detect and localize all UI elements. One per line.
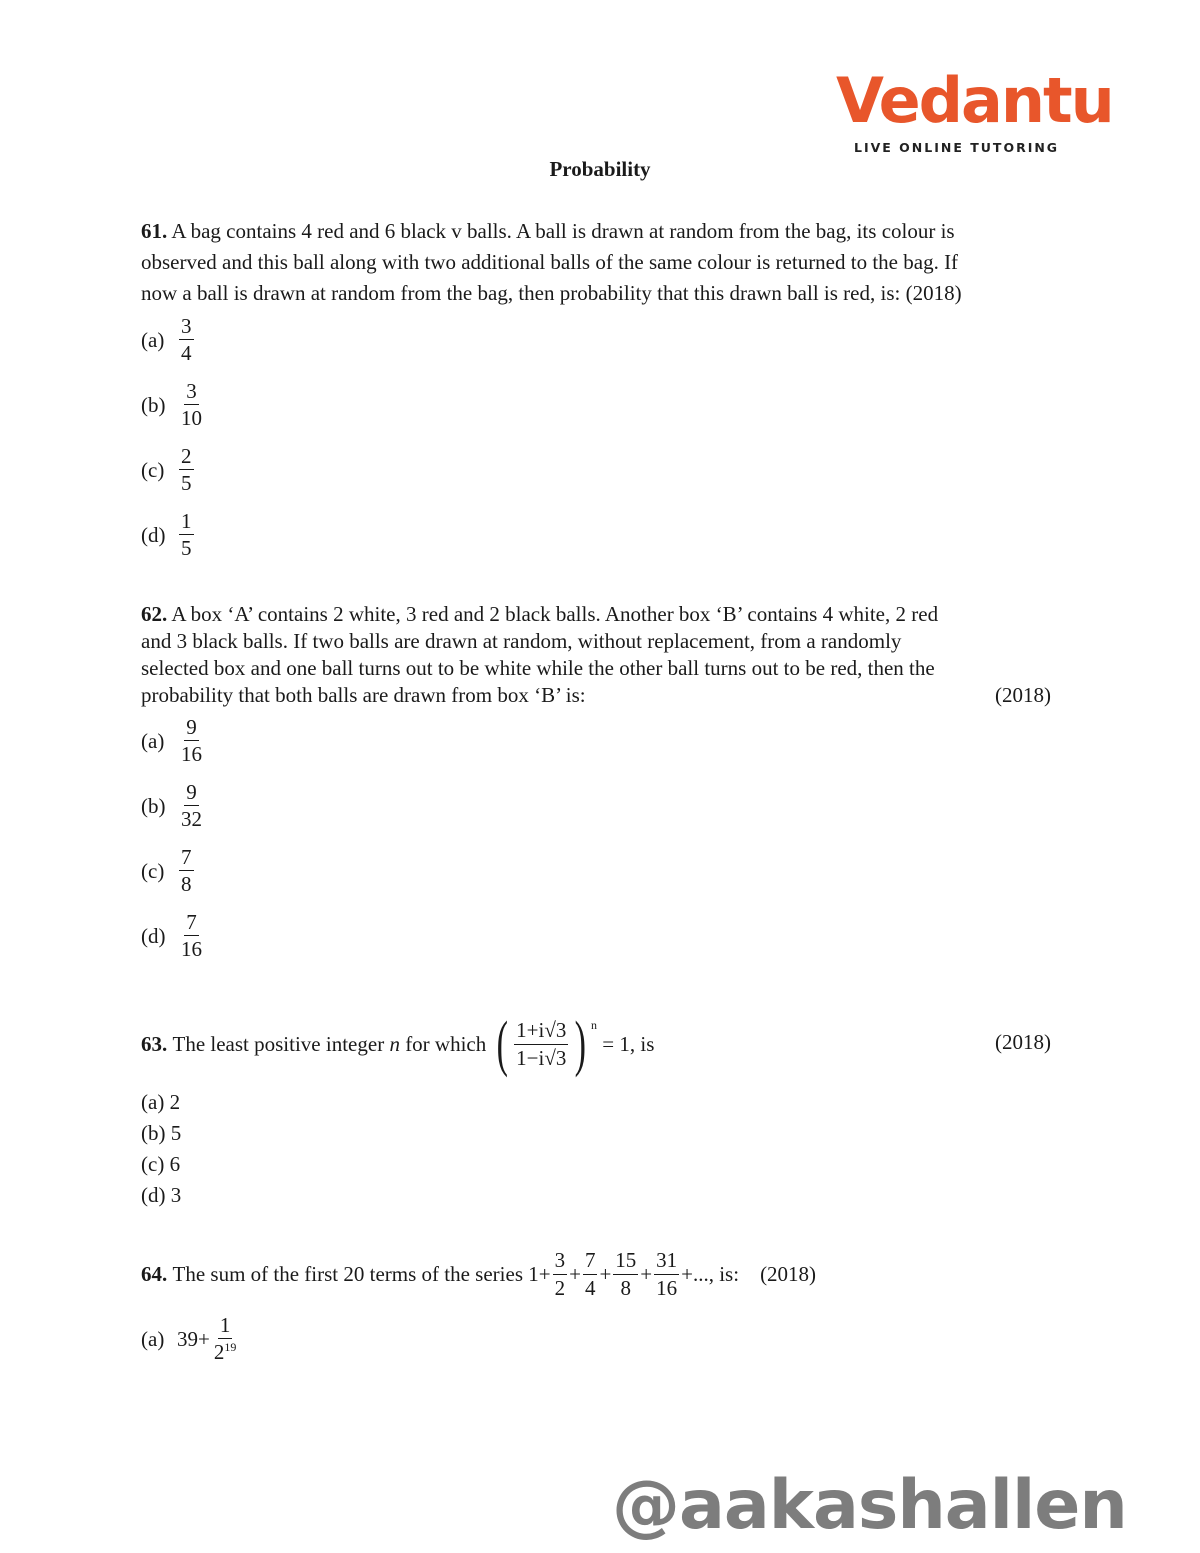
fraction: $\frac{9}{32}$ xyxy=(181,780,202,832)
question-62-line-4: probability that both balls are drawn from box ‘B’ is: (2018) xyxy=(141,683,1051,707)
option-62-c[interactable]: (c) $\frac{7}{8}$ xyxy=(141,845,192,897)
series-expression: 1+ $\frac{3}{2}$ + $\frac{7}{4}$ + $\frac{15}{8}$ + $\frac{31}{16}$ +..., xyxy=(528,1248,714,1300)
option-63-a[interactable]: (a) 2 xyxy=(141,1090,181,1114)
right-paren: ) xyxy=(575,1010,587,1078)
fraction: $\frac{7}{16}$ xyxy=(181,910,202,962)
fraction: $\frac{9}{16}$ xyxy=(181,715,202,767)
option-61-d[interactable]: (d) $\frac{1}{5}$ xyxy=(141,509,192,561)
fraction: $\frac{1}{2^{19}}$ xyxy=(213,1313,237,1365)
fraction: $\frac{1+i√3}{1-i√3}$ xyxy=(516,1018,567,1070)
question-year: (2018) xyxy=(760,1261,817,1286)
question-61 xyxy=(141,216,1061,309)
option-64-a[interactable]: (a) 39+ $\frac{1}{2^{19}}$ xyxy=(141,1313,237,1365)
option-61-b[interactable]: (b) $\frac{3}{10}$ xyxy=(141,379,202,431)
question-62 xyxy=(141,601,1051,709)
option-61-c[interactable]: (c) $\frac{2}{5}$ xyxy=(141,444,192,496)
question-number: 64. xyxy=(141,1261,168,1286)
question-number: 63. xyxy=(141,1031,168,1056)
variable-n: n xyxy=(389,1031,400,1056)
fraction: $\frac{3}{2}$ xyxy=(554,1248,566,1300)
question-63: 63. The least positive integer n for which ( $\frac{1+i√3}{1-i√3}$ ) $^n$ = 1, is (2018) xyxy=(141,1010,1051,1078)
watermark: @aakashallen xyxy=(612,1466,1127,1545)
option-62-d[interactable]: (d) $\frac{7}{16}$ xyxy=(141,910,202,962)
fraction: $\frac{31}{16}$ xyxy=(656,1248,678,1300)
question-year: (2018) xyxy=(995,683,1051,707)
fraction: $\frac{15}{8}$ xyxy=(615,1248,637,1300)
fraction: $\frac{3}{4}$ xyxy=(181,314,192,366)
option-63-d[interactable]: (d) 3 xyxy=(141,1183,182,1207)
option-62-a[interactable]: (a) $\frac{9}{16}$ xyxy=(141,715,202,767)
question-number: 61. xyxy=(141,219,168,243)
fraction: $\frac{7}{4}$ xyxy=(584,1248,596,1300)
question-61-line-3: now a ball is drawn at random from the bag, then probability that this drawn ball is red, is: (2018) xyxy=(141,281,962,305)
fraction: $\frac{2}{5}$ xyxy=(181,444,192,496)
logo-wordmark: Vedantu xyxy=(836,64,1113,137)
logo-tagline: LIVE ONLINE TUTORING xyxy=(854,140,1060,155)
option-62-b[interactable]: (b) $\frac{9}{32}$ xyxy=(141,780,202,832)
fraction: $\frac{7}{8}$ xyxy=(181,845,192,897)
complex-expression xyxy=(492,1010,598,1078)
question-year: (2018) xyxy=(995,1030,1051,1054)
question-61-line-1: 61. A bag contains 4 red and 6 black v balls. A ball is drawn at random from the bag, its colour is xyxy=(141,219,955,243)
fraction: $\frac{1}{5}$ xyxy=(181,509,192,561)
option-63-b[interactable]: (b) 5 xyxy=(141,1121,182,1145)
exponent-n: n xyxy=(591,1018,598,1032)
left-paren: ( xyxy=(496,1010,508,1078)
fraction: $\frac{3}{10}$ xyxy=(181,379,202,431)
question-62-line-2: and 3 black balls. If two balls are drawn at random, without replacement, from a randomly xyxy=(141,629,902,653)
page-title: Probability xyxy=(549,157,651,181)
question-62-line-1: 62. A box ‘A’ contains 2 white, 3 red and 2 black balls. Another box ‘B’ contains 4 white, 2 red xyxy=(141,602,939,626)
vedantu-logo xyxy=(836,64,1113,161)
option-61-a[interactable]: (a) $\frac{3}{4}$ xyxy=(141,314,192,366)
option-63-c[interactable]: (c) 6 xyxy=(141,1152,181,1176)
question-number: 62. xyxy=(141,602,168,626)
question-64: 64. The sum of the first 20 terms of the series 1+ $\frac{3}{2}$ + $\frac{7}{4}$ + $\frac{15}{8}$ + $\frac{31}{16}$ +..., is: (2018) xyxy=(141,1248,817,1300)
question-61-line-2: observed and this ball along with two additional balls of the same colour is returned to the bag. If xyxy=(141,250,959,274)
question-62-line-3: selected box and one ball turns out to be white while the other ball turns out to be red, then the xyxy=(141,656,935,680)
